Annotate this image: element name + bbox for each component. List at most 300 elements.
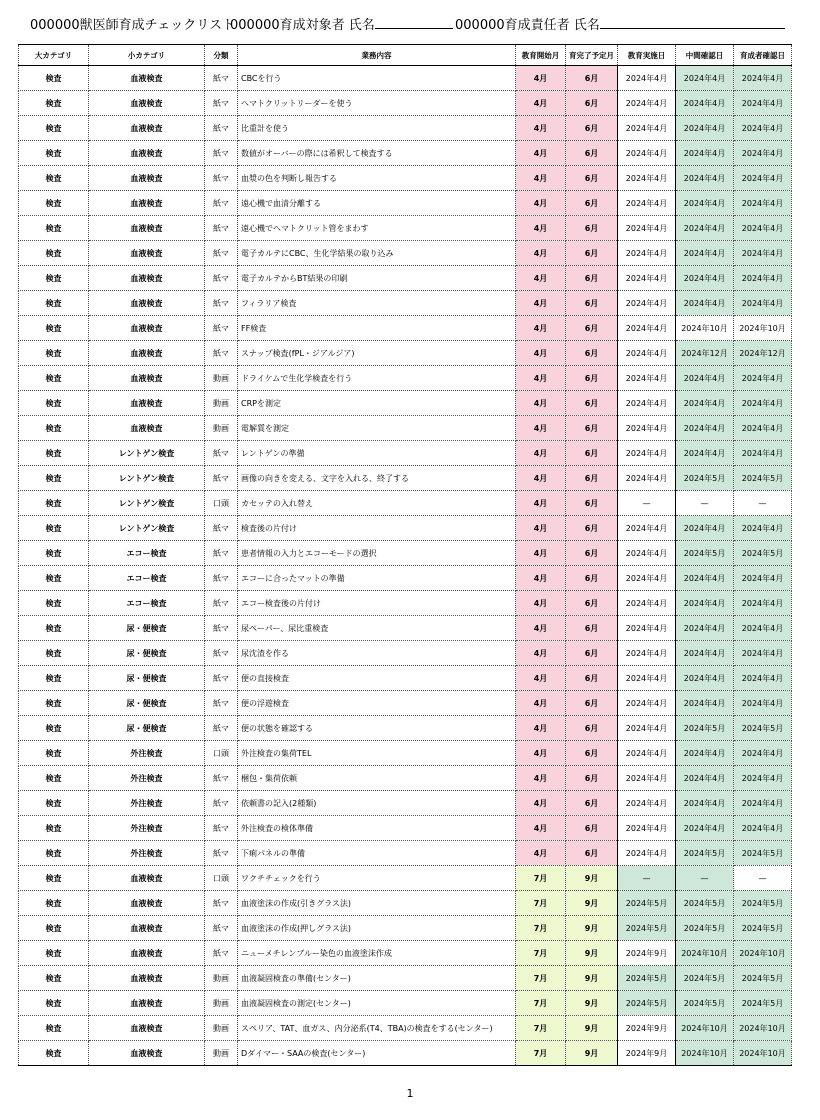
cell-trainer-check-date: 2024年4月 <box>734 391 792 416</box>
cell-trainer-check-date: 2024年10月 <box>734 941 792 966</box>
cell-start-month: 7月 <box>516 891 566 916</box>
cell-task: 電解質を測定 <box>238 416 516 441</box>
cell-mid-check-date: 2024年5月 <box>676 716 734 741</box>
cell-end-month: 6月 <box>566 266 618 291</box>
cell-major-category: 検査 <box>19 866 89 891</box>
cell-type: 紙マ <box>205 316 238 341</box>
cell-minor-category: 血液検査 <box>89 966 205 991</box>
cell-impl-date: 2024年4月 <box>618 741 676 766</box>
cell-trainer-check-date: 2024年4月 <box>734 516 792 541</box>
cell-end-month: 6月 <box>566 466 618 491</box>
cell-task: 比重計を使う <box>238 116 516 141</box>
cell-end-month: 9月 <box>566 1041 618 1066</box>
cell-impl-date: 2024年5月 <box>618 891 676 916</box>
table-row <box>19 316 792 341</box>
cell-major-category: 検査 <box>19 116 89 141</box>
cell-start-month: 4月 <box>516 216 566 241</box>
cell-start-month: 7月 <box>516 916 566 941</box>
cell-minor-category: 血液検査 <box>89 166 205 191</box>
cell-task: 遠心機でヘマトクリット管をまわす <box>238 216 516 241</box>
table-row <box>19 616 792 641</box>
table-row <box>19 716 792 741</box>
cell-mid-check-date: 2024年4月 <box>676 741 734 766</box>
cell-task: 遠心機で血清分離する <box>238 191 516 216</box>
cell-end-month: 6月 <box>566 566 618 591</box>
cell-task: 梱包・集荷依頼 <box>238 766 516 791</box>
cell-trainer-check-date: 2024年4月 <box>734 116 792 141</box>
cell-task: 血液塗沫の作成(押しグラス法) <box>238 916 516 941</box>
cell-type: 紙マ <box>205 291 238 316</box>
cell-type: 紙マ <box>205 266 238 291</box>
cell-major-category: 検査 <box>19 991 89 1016</box>
cell-type: 動画 <box>205 1016 238 1041</box>
cell-end-month: 6月 <box>566 741 618 766</box>
cell-minor-category: 血液検査 <box>89 241 205 266</box>
cell-minor-category: レントゲン検査 <box>89 441 205 466</box>
cell-task: エコー検査後の片付け <box>238 591 516 616</box>
cell-start-month: 4月 <box>516 391 566 416</box>
cell-type: 紙マ <box>205 441 238 466</box>
cell-start-month: 4月 <box>516 191 566 216</box>
cell-trainer-check-date: 2024年5月 <box>734 841 792 866</box>
cell-type: 紙マ <box>205 891 238 916</box>
cell-impl-date: 2024年4月 <box>618 291 676 316</box>
cell-end-month: 9月 <box>566 941 618 966</box>
cell-trainer-check-date: 2024年10月 <box>734 1041 792 1066</box>
cell-major-category: 検査 <box>19 166 89 191</box>
cell-minor-category: 尿・便検査 <box>89 666 205 691</box>
cell-major-category: 検査 <box>19 266 89 291</box>
column-header-task: 業務内容 <box>238 45 516 66</box>
table-row <box>19 941 792 966</box>
cell-mid-check-date: 2024年4月 <box>676 391 734 416</box>
cell-end-month: 6月 <box>566 541 618 566</box>
column-header-major-category: 大カテゴリ <box>19 45 89 66</box>
cell-major-category: 検査 <box>19 816 89 841</box>
cell-end-month: 9月 <box>566 966 618 991</box>
column-header-type: 分類 <box>205 45 238 66</box>
cell-type: 紙マ <box>205 466 238 491</box>
cell-major-category: 検査 <box>19 466 89 491</box>
cell-task: 外注検査の検体準備 <box>238 816 516 841</box>
cell-mid-check-date: 2024年4月 <box>676 766 734 791</box>
cell-impl-date: — <box>618 866 676 891</box>
cell-trainer-check-date: 2024年4月 <box>734 366 792 391</box>
cell-minor-category: 外注検査 <box>89 816 205 841</box>
cell-impl-date: — <box>618 491 676 516</box>
cell-minor-category: 血液検査 <box>89 366 205 391</box>
cell-mid-check-date: 2024年5月 <box>676 916 734 941</box>
cell-mid-check-date: 2024年4月 <box>676 591 734 616</box>
cell-mid-check-date: 2024年4月 <box>676 116 734 141</box>
cell-start-month: 4月 <box>516 716 566 741</box>
table-row <box>19 341 792 366</box>
cell-major-category: 検査 <box>19 841 89 866</box>
cell-mid-check-date: 2024年4月 <box>676 66 734 91</box>
cell-start-month: 7月 <box>516 866 566 891</box>
cell-task: 便の状態を確認する <box>238 716 516 741</box>
cell-major-category: 検査 <box>19 316 89 341</box>
cell-trainer-check-date: 2024年4月 <box>734 741 792 766</box>
cell-minor-category: エコー検査 <box>89 541 205 566</box>
cell-impl-date: 2024年4月 <box>618 91 676 116</box>
cell-major-category: 検査 <box>19 1016 89 1041</box>
table-row <box>19 816 792 841</box>
cell-end-month: 9月 <box>566 916 618 941</box>
cell-task: 尿沈渣を作る <box>238 641 516 666</box>
cell-type: 紙マ <box>205 216 238 241</box>
cell-type: 口頭 <box>205 741 238 766</box>
manager-name-label <box>455 14 600 33</box>
cell-type: 紙マ <box>205 66 238 91</box>
table-row <box>19 541 792 566</box>
cell-impl-date: 2024年4月 <box>618 216 676 241</box>
table-row <box>19 216 792 241</box>
cell-mid-check-date: 2024年4月 <box>676 191 734 216</box>
trainee-name-field[interactable] <box>375 14 453 29</box>
cell-task: 外注検査の集荷TEL <box>238 741 516 766</box>
cell-task: 検査後の片付け <box>238 516 516 541</box>
cell-start-month: 4月 <box>516 641 566 666</box>
cell-trainer-check-date: 2024年4月 <box>734 416 792 441</box>
cell-major-category: 検査 <box>19 716 89 741</box>
table-row <box>19 966 792 991</box>
table-row <box>19 291 792 316</box>
cell-task: 尿ペーパー、尿比重検査 <box>238 616 516 641</box>
cell-minor-category: 血液検査 <box>89 1016 205 1041</box>
cell-trainer-check-date: 2024年4月 <box>734 441 792 466</box>
cell-impl-date: 2024年9月 <box>618 1016 676 1041</box>
cell-mid-check-date: 2024年5月 <box>676 541 734 566</box>
cell-trainer-check-date: — <box>734 866 792 891</box>
cell-start-month: 4月 <box>516 416 566 441</box>
cell-type: 紙マ <box>205 841 238 866</box>
cell-end-month: 6月 <box>566 416 618 441</box>
cell-start-month: 4月 <box>516 441 566 466</box>
cell-minor-category: 外注検査 <box>89 766 205 791</box>
cell-major-category: 検査 <box>19 791 89 816</box>
cell-trainer-check-date: 2024年4月 <box>734 566 792 591</box>
cell-trainer-check-date: 2024年4月 <box>734 791 792 816</box>
cell-impl-date: 2024年4月 <box>618 691 676 716</box>
table-row <box>19 141 792 166</box>
cell-end-month: 6月 <box>566 691 618 716</box>
cell-type: 紙マ <box>205 516 238 541</box>
cell-impl-date: 2024年4月 <box>618 766 676 791</box>
table-row <box>19 791 792 816</box>
cell-impl-date: 2024年4月 <box>618 566 676 591</box>
cell-end-month: 6月 <box>566 666 618 691</box>
cell-trainer-check-date: 2024年4月 <box>734 241 792 266</box>
cell-mid-check-date: 2024年4月 <box>676 616 734 641</box>
cell-minor-category: 血液検査 <box>89 1041 205 1066</box>
cell-start-month: 4月 <box>516 616 566 641</box>
cell-end-month: 6月 <box>566 641 618 666</box>
trainee-name-label <box>230 14 375 33</box>
cell-trainer-check-date: 2024年4月 <box>734 66 792 91</box>
cell-task: 血液塗沫の作成(引きグラス法) <box>238 891 516 916</box>
table-row <box>19 391 792 416</box>
cell-end-month: 6月 <box>566 116 618 141</box>
cell-major-category: 検査 <box>19 191 89 216</box>
cell-end-month: 6月 <box>566 66 618 91</box>
cell-trainer-check-date: 2024年5月 <box>734 966 792 991</box>
cell-major-category: 検査 <box>19 666 89 691</box>
cell-type: 動画 <box>205 966 238 991</box>
cell-end-month: 6月 <box>566 366 618 391</box>
cell-impl-date: 2024年4月 <box>618 266 676 291</box>
cell-type: 紙マ <box>205 241 238 266</box>
cell-impl-date: 2024年4月 <box>618 391 676 416</box>
cell-task: FF検査 <box>238 316 516 341</box>
cell-impl-date: 2024年4月 <box>618 516 676 541</box>
cell-impl-date: 2024年5月 <box>618 966 676 991</box>
trainee-label-text: 000000育成対象者 氏名 <box>230 18 375 33</box>
cell-mid-check-date: 2024年10月 <box>676 941 734 966</box>
checklist-title: 000000獣医師育成チェックリスト <box>30 18 235 33</box>
cell-task: ドライケムで生化学検査を行う <box>238 366 516 391</box>
cell-minor-category: 尿・便検査 <box>89 641 205 666</box>
cell-trainer-check-date: 2024年4月 <box>734 166 792 191</box>
cell-start-month: 4月 <box>516 691 566 716</box>
cell-minor-category: レントゲン検査 <box>89 491 205 516</box>
cell-impl-date: 2024年4月 <box>618 791 676 816</box>
cell-minor-category: 血液検査 <box>89 916 205 941</box>
cell-minor-category: 血液検査 <box>89 891 205 916</box>
cell-end-month: 6月 <box>566 191 618 216</box>
cell-end-month: 6月 <box>566 616 618 641</box>
cell-type: 紙マ <box>205 141 238 166</box>
cell-start-month: 4月 <box>516 541 566 566</box>
cell-start-month: 7月 <box>516 991 566 1016</box>
cell-end-month: 6月 <box>566 841 618 866</box>
cell-start-month: 4月 <box>516 341 566 366</box>
cell-end-month: 6月 <box>566 716 618 741</box>
cell-start-month: 7月 <box>516 1041 566 1066</box>
cell-impl-date: 2024年4月 <box>618 666 676 691</box>
column-header-mid-check-date: 中間確認日 <box>676 45 734 66</box>
cell-start-month: 4月 <box>516 141 566 166</box>
cell-type: 紙マ <box>205 791 238 816</box>
cell-minor-category: 血液検査 <box>89 116 205 141</box>
table-row <box>19 516 792 541</box>
cell-start-month: 4月 <box>516 291 566 316</box>
cell-task: 電子カルテからBT結果の印刷 <box>238 266 516 291</box>
cell-type: 紙マ <box>205 591 238 616</box>
cell-type: 紙マ <box>205 116 238 141</box>
cell-trainer-check-date: 2024年4月 <box>734 691 792 716</box>
cell-impl-date: 2024年4月 <box>618 466 676 491</box>
cell-end-month: 6月 <box>566 766 618 791</box>
cell-task: カセッテの入れ替え <box>238 491 516 516</box>
cell-mid-check-date: 2024年5月 <box>676 891 734 916</box>
cell-type: 口頭 <box>205 866 238 891</box>
column-header-start-month: 教育開始月 <box>516 45 566 66</box>
cell-major-category: 検査 <box>19 591 89 616</box>
cell-minor-category: エコー検査 <box>89 591 205 616</box>
cell-end-month: 6月 <box>566 241 618 266</box>
cell-trainer-check-date: 2024年4月 <box>734 766 792 791</box>
cell-mid-check-date: 2024年4月 <box>676 416 734 441</box>
cell-start-month: 4月 <box>516 816 566 841</box>
cell-mid-check-date: 2024年4月 <box>676 291 734 316</box>
cell-end-month: 6月 <box>566 141 618 166</box>
cell-mid-check-date: 2024年4月 <box>676 241 734 266</box>
cell-major-category: 検査 <box>19 966 89 991</box>
cell-mid-check-date: 2024年4月 <box>676 691 734 716</box>
manager-name-field[interactable] <box>600 14 785 29</box>
cell-major-category: 検査 <box>19 491 89 516</box>
cell-minor-category: 尿・便検査 <box>89 616 205 641</box>
cell-task: Dダイマー・SAAの検査(センター) <box>238 1041 516 1066</box>
cell-major-category: 検査 <box>19 91 89 116</box>
cell-trainer-check-date: 2024年5月 <box>734 466 792 491</box>
cell-mid-check-date: 2024年10月 <box>676 1041 734 1066</box>
cell-impl-date: 2024年4月 <box>618 366 676 391</box>
cell-start-month: 4月 <box>516 316 566 341</box>
cell-end-month: 6月 <box>566 391 618 416</box>
cell-trainer-check-date: 2024年4月 <box>734 616 792 641</box>
cell-end-month: 6月 <box>566 166 618 191</box>
cell-minor-category: 血液検査 <box>89 141 205 166</box>
table-row <box>19 766 792 791</box>
table-header-row <box>19 45 792 66</box>
table-row <box>19 1041 792 1066</box>
cell-end-month: 6月 <box>566 791 618 816</box>
column-header-end-month: 育完了予定月 <box>566 45 618 66</box>
cell-end-month: 6月 <box>566 341 618 366</box>
cell-major-category: 検査 <box>19 416 89 441</box>
cell-end-month: 6月 <box>566 316 618 341</box>
cell-impl-date: 2024年4月 <box>618 416 676 441</box>
cell-end-month: 9月 <box>566 1016 618 1041</box>
cell-type: 動画 <box>205 391 238 416</box>
cell-major-category: 検査 <box>19 541 89 566</box>
table-row <box>19 741 792 766</box>
cell-type: 紙マ <box>205 616 238 641</box>
column-header-trainer-check-date: 育成者確認日 <box>734 45 792 66</box>
table-row <box>19 466 792 491</box>
cell-task: 便の直接検査 <box>238 666 516 691</box>
cell-task: 下痢パネルの準備 <box>238 841 516 866</box>
cell-start-month: 4月 <box>516 166 566 191</box>
cell-type: 紙マ <box>205 691 238 716</box>
cell-impl-date: 2024年4月 <box>618 116 676 141</box>
cell-mid-check-date: 2024年10月 <box>676 316 734 341</box>
cell-trainer-check-date: 2024年4月 <box>734 641 792 666</box>
cell-end-month: 9月 <box>566 991 618 1016</box>
cell-mid-check-date: 2024年4月 <box>676 641 734 666</box>
cell-end-month: 6月 <box>566 591 618 616</box>
table-row <box>19 491 792 516</box>
cell-mid-check-date: 2024年4月 <box>676 516 734 541</box>
cell-impl-date: 2024年4月 <box>618 591 676 616</box>
table-row <box>19 191 792 216</box>
cell-major-category: 検査 <box>19 341 89 366</box>
cell-mid-check-date: 2024年4月 <box>676 666 734 691</box>
cell-type: 紙マ <box>205 916 238 941</box>
cell-impl-date: 2024年9月 <box>618 941 676 966</box>
cell-impl-date: 2024年9月 <box>618 1041 676 1066</box>
cell-major-category: 検査 <box>19 441 89 466</box>
cell-impl-date: 2024年4月 <box>618 716 676 741</box>
table-row <box>19 666 792 691</box>
cell-start-month: 4月 <box>516 366 566 391</box>
cell-major-category: 検査 <box>19 641 89 666</box>
table-row <box>19 566 792 591</box>
cell-start-month: 4月 <box>516 116 566 141</box>
cell-impl-date: 2024年4月 <box>618 641 676 666</box>
cell-task: ワクチチェックを行う <box>238 866 516 891</box>
cell-mid-check-date: 2024年4月 <box>676 791 734 816</box>
table-body <box>19 66 792 1066</box>
cell-mid-check-date: 2024年5月 <box>676 841 734 866</box>
table-row <box>19 991 792 1016</box>
cell-impl-date: 2024年4月 <box>618 441 676 466</box>
cell-minor-category: 血液検査 <box>89 991 205 1016</box>
table-row <box>19 116 792 141</box>
cell-minor-category: レントゲン検査 <box>89 516 205 541</box>
cell-trainer-check-date: 2024年5月 <box>734 916 792 941</box>
cell-end-month: 6月 <box>566 91 618 116</box>
cell-minor-category: 血液検査 <box>89 316 205 341</box>
cell-type: 紙マ <box>205 941 238 966</box>
cell-major-category: 検査 <box>19 891 89 916</box>
cell-start-month: 4月 <box>516 666 566 691</box>
page-number: 1 <box>406 1087 414 1100</box>
cell-impl-date: 2024年5月 <box>618 991 676 1016</box>
cell-impl-date: 2024年4月 <box>618 541 676 566</box>
cell-minor-category: 外注検査 <box>89 791 205 816</box>
table-row <box>19 366 792 391</box>
cell-task: スペリア、TAT、血ガス、内分泌系(T4、TBA)の検査をする(センター) <box>238 1016 516 1041</box>
table-row <box>19 591 792 616</box>
cell-task: 数値がオーバーの際には希釈して検査する <box>238 141 516 166</box>
cell-start-month: 4月 <box>516 841 566 866</box>
table-row <box>19 166 792 191</box>
cell-start-month: 4月 <box>516 491 566 516</box>
cell-impl-date: 2024年4月 <box>618 816 676 841</box>
cell-start-month: 4月 <box>516 516 566 541</box>
cell-trainer-check-date: 2024年5月 <box>734 716 792 741</box>
cell-major-category: 検査 <box>19 741 89 766</box>
cell-end-month: 6月 <box>566 216 618 241</box>
cell-type: 紙マ <box>205 541 238 566</box>
cell-major-category: 検査 <box>19 941 89 966</box>
cell-type: 紙マ <box>205 191 238 216</box>
cell-end-month: 6月 <box>566 516 618 541</box>
cell-start-month: 4月 <box>516 791 566 816</box>
cell-major-category: 検査 <box>19 516 89 541</box>
table-row <box>19 91 792 116</box>
cell-mid-check-date: 2024年12月 <box>676 341 734 366</box>
cell-task: ニューメチレンブルー染色の血液塗沫作成 <box>238 941 516 966</box>
cell-trainer-check-date: 2024年4月 <box>734 291 792 316</box>
cell-end-month: 6月 <box>566 441 618 466</box>
cell-impl-date: 2024年5月 <box>618 916 676 941</box>
cell-major-category: 検査 <box>19 691 89 716</box>
cell-start-month: 7月 <box>516 1016 566 1041</box>
cell-start-month: 7月 <box>516 966 566 991</box>
cell-minor-category: 血液検査 <box>89 191 205 216</box>
checklist-table <box>18 44 792 1066</box>
cell-type: 動画 <box>205 991 238 1016</box>
cell-type: 動画 <box>205 366 238 391</box>
cell-trainer-check-date: 2024年5月 <box>734 541 792 566</box>
cell-type: 紙マ <box>205 641 238 666</box>
cell-trainer-check-date: 2024年4月 <box>734 216 792 241</box>
cell-minor-category: 血液検査 <box>89 416 205 441</box>
